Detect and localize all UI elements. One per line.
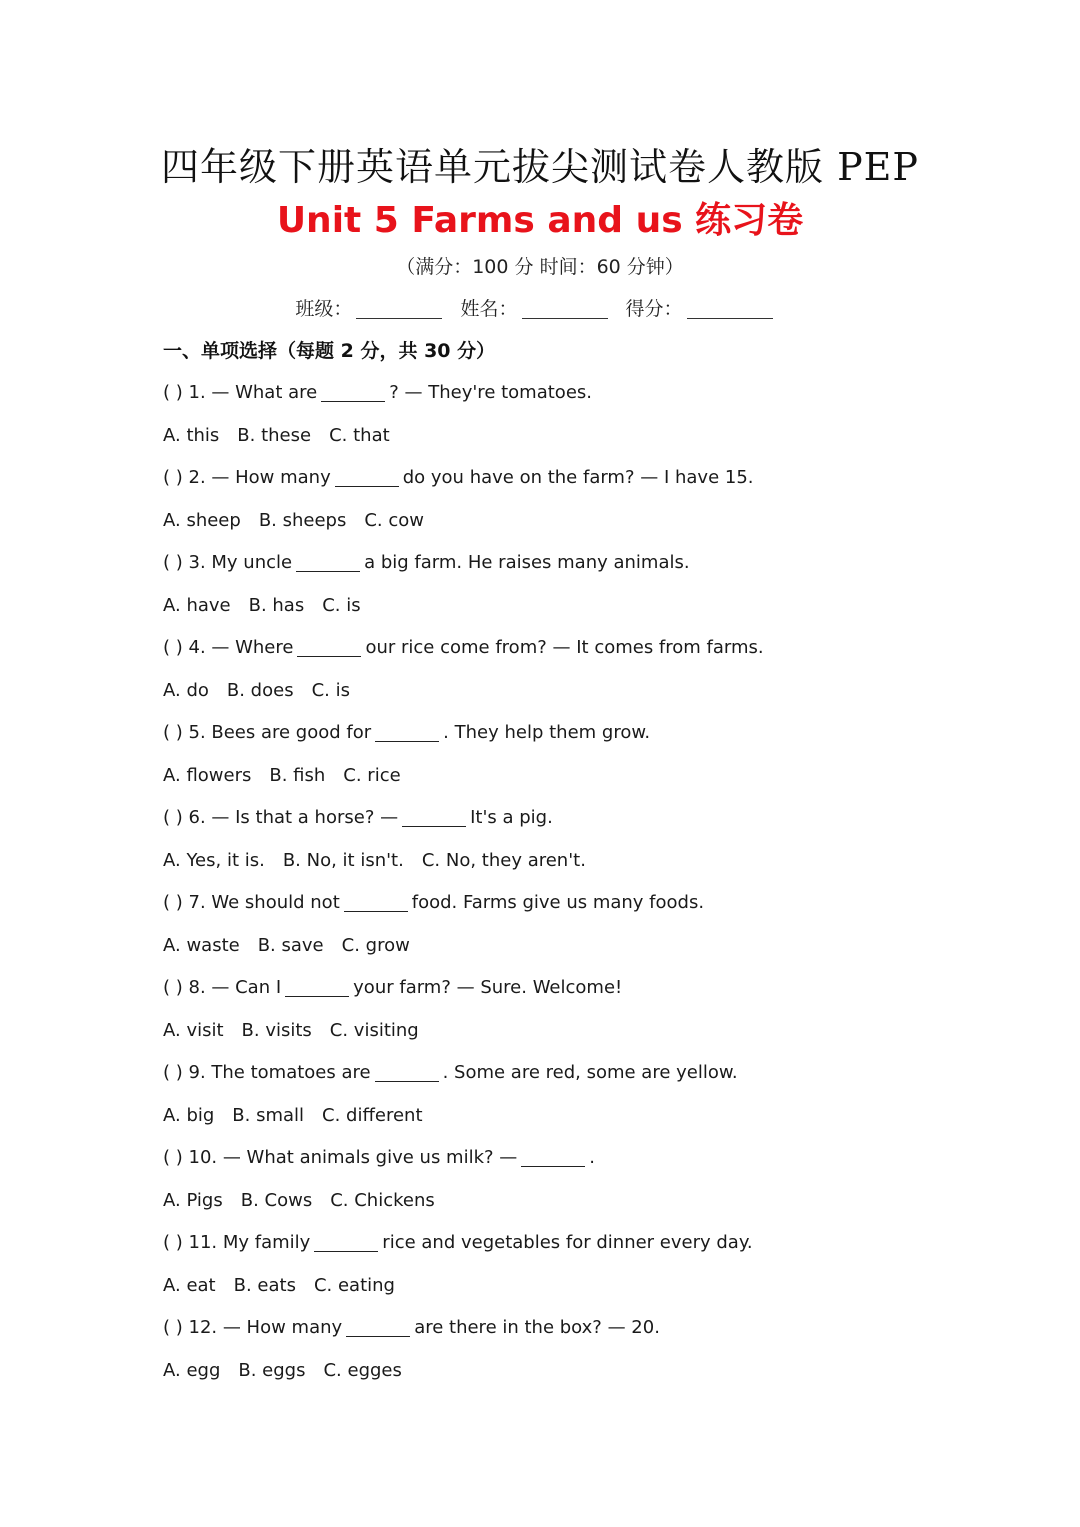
question-line (163, 635, 764, 661)
answer-blank[interactable] (335, 468, 399, 487)
answer-options (163, 1018, 437, 1044)
question-line (163, 1145, 595, 1171)
answer-option[interactable]: B. these (237, 424, 312, 446)
answer-option[interactable]: A. Yes, it is. (163, 849, 265, 871)
question-prefix: ( ) 1. — What are (163, 382, 318, 403)
answer-options (163, 423, 408, 449)
answer-option[interactable]: C. rice (343, 764, 401, 786)
question-suffix: our rice come from? — It comes from farms. (365, 637, 764, 658)
question-line (163, 890, 704, 916)
question-suffix: your farm? — Sure. Welcome! (353, 977, 623, 998)
question-prefix: ( ) 5. Bees are good for (163, 722, 372, 743)
question-line (163, 1315, 660, 1341)
question-line (163, 380, 592, 406)
answer-option[interactable]: A. sheep (163, 509, 241, 531)
answer-options (163, 1103, 441, 1129)
answer-option[interactable]: B. sheeps (258, 509, 347, 531)
answer-option[interactable]: C. Chickens (330, 1189, 435, 1211)
class-blank[interactable] (356, 298, 442, 319)
answer-options (163, 508, 442, 534)
answer-option[interactable]: B. fish (269, 764, 326, 786)
answer-option[interactable]: C. different (322, 1104, 423, 1126)
question-suffix: . Some are red, some are yellow. (442, 1062, 738, 1083)
answer-option[interactable]: B. eats (233, 1274, 296, 1296)
question-line (163, 805, 553, 831)
answer-option[interactable]: B. small (232, 1104, 305, 1126)
answer-option[interactable]: B. Cows (240, 1189, 313, 1211)
answer-option[interactable]: A. have (163, 594, 231, 616)
answer-options (163, 933, 428, 959)
answer-option[interactable]: C. that (329, 424, 390, 446)
answer-options (163, 1358, 420, 1384)
answer-option[interactable]: B. eggs (238, 1359, 306, 1381)
question-suffix: rice and vegetables for dinner every day. (382, 1232, 753, 1253)
question-prefix: ( ) 11. My family (163, 1232, 311, 1253)
question-line (163, 465, 754, 491)
name-label: 姓名： (460, 298, 518, 320)
answer-option[interactable]: B. visits (241, 1019, 312, 1041)
question-suffix: It's a pig. (470, 807, 553, 828)
question-prefix: ( ) 10. — What animals give us milk? — (163, 1147, 518, 1168)
answer-blank[interactable] (285, 978, 349, 997)
answer-options (163, 848, 604, 874)
answer-options (163, 1188, 453, 1214)
question-suffix: do you have on the farm? — I have 15. (402, 467, 754, 488)
answer-blank[interactable] (344, 893, 408, 912)
answer-option[interactable]: A. egg (163, 1359, 221, 1381)
answer-option[interactable]: C. is (311, 679, 350, 701)
answer-option[interactable]: C. grow (341, 934, 410, 956)
question-suffix: a big farm. He raises many animals. (364, 552, 690, 573)
answer-option[interactable]: C. is (322, 594, 361, 616)
question-suffix: . (589, 1147, 596, 1168)
answer-option[interactable]: A. flowers (163, 764, 252, 786)
question-prefix: ( ) 8. — Can I (163, 977, 282, 998)
answer-option[interactable]: B. save (257, 934, 324, 956)
question-line (163, 1230, 753, 1256)
answer-option[interactable]: C. No, they aren't. (421, 849, 586, 871)
answer-options (163, 593, 379, 619)
class-label: 班级： (295, 298, 353, 320)
question-suffix: food. Farms give us many foods. (411, 892, 705, 913)
question-prefix: ( ) 2. — How many (163, 467, 331, 488)
answer-options (163, 763, 419, 789)
question-prefix: ( ) 6. — Is that a horse? — (163, 807, 399, 828)
question-suffix: are there in the box? — 20. (414, 1317, 660, 1338)
question-prefix: ( ) 4. — Where (163, 637, 294, 658)
answer-blank[interactable] (521, 1148, 585, 1167)
name-blank[interactable] (522, 298, 608, 319)
question-prefix: ( ) 9. The tomatoes are (163, 1062, 371, 1083)
answer-blank[interactable] (314, 1233, 378, 1252)
answer-option[interactable]: C. eating (313, 1274, 395, 1296)
question-prefix: ( ) 3. My uncle (163, 552, 293, 573)
answer-option[interactable]: B. does (226, 679, 294, 701)
answer-option[interactable]: C. cow (364, 509, 424, 531)
answer-options (163, 1273, 413, 1299)
answer-blank[interactable] (296, 553, 360, 572)
answer-option[interactable]: C. egges (323, 1359, 402, 1381)
answer-blank[interactable] (297, 638, 361, 657)
answer-blank[interactable] (375, 1063, 439, 1082)
question-line (163, 1060, 738, 1086)
answer-option[interactable]: B. No, it isn't. (282, 849, 404, 871)
score-time-info: （满分：100 分 时间：60 分钟） (396, 256, 684, 278)
answer-option[interactable]: A. Pigs (163, 1189, 223, 1211)
question-suffix: ? — They're tomatoes. (389, 382, 592, 403)
unit-subtitle: Unit 5 Farms and us 练习卷 (276, 200, 804, 241)
answer-options (163, 678, 368, 704)
answer-option[interactable]: A. do (163, 679, 209, 701)
question-suffix: . They help them grow. (443, 722, 651, 743)
score-blank[interactable] (687, 298, 773, 319)
student-info-fields (0, 294, 1080, 321)
page-title: 四年级下册英语单元拔尖测试卷人教版 PEP (161, 145, 919, 189)
question-line (163, 550, 690, 576)
answer-blank[interactable] (346, 1318, 410, 1337)
question-line (163, 975, 622, 1001)
answer-option[interactable]: A. waste (163, 934, 240, 956)
answer-blank[interactable] (375, 723, 439, 742)
score-label: 得分： (625, 298, 683, 320)
answer-option[interactable]: C. visiting (329, 1019, 419, 1041)
answer-option[interactable]: A. this (163, 424, 220, 446)
question-line (163, 720, 650, 746)
answer-blank[interactable] (321, 383, 385, 402)
answer-option[interactable]: B. has (248, 594, 305, 616)
answer-option[interactable]: A. eat (163, 1274, 216, 1296)
answer-blank[interactable] (402, 808, 466, 827)
answer-option[interactable]: A. big (163, 1104, 215, 1126)
question-prefix: ( ) 12. — How many (163, 1317, 343, 1338)
question-prefix: ( ) 7. We should not (163, 892, 340, 913)
section-title: 一、单项选择（每题 2 分，共 30 分） (163, 340, 496, 362)
answer-option[interactable]: A. visit (163, 1019, 224, 1041)
